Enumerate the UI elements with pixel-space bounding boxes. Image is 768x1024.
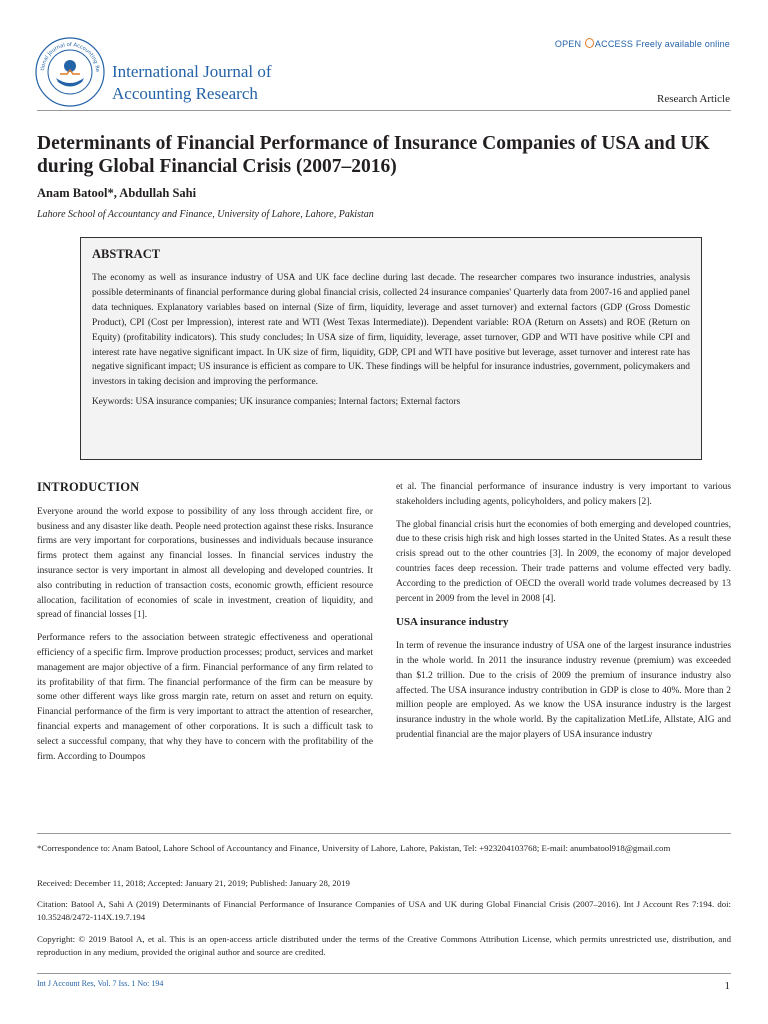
journal-reference: Int J Account Res, Vol. 7 Iss. 1 No: 194 — [37, 979, 164, 988]
oa-rest-text: ACCESS Freely available online — [594, 39, 730, 49]
header-divider — [37, 110, 731, 111]
abstract-heading: ABSTRACT — [92, 247, 161, 261]
right-paragraph-1: et al. The financial performance of insurance industry is very important to various stakeholders including agents, policyholders, and policy makers [2]. — [396, 482, 731, 507]
introduction-heading: INTRODUCTION — [37, 480, 140, 494]
open-access-lock-icon — [585, 38, 594, 48]
citation-note: Citation: Batool A, Sahi A (2019) Determinants of Financial Performance of Insurance Companies of USA and UK during Global Financial Crisis (2007–2016). Int J Account Res 7:194. doi: 10.35248/2472-114X.19.7.194 — [37, 899, 731, 923]
journal-title-line2: Accounting Research — [112, 84, 258, 103]
journal-title-line1: International Journal of — [112, 62, 272, 81]
usa-paragraph-1: In term of revenue the insurance industry of USA one of the largest insurance industries in the whole world. In 2011 the insurance industry revenue (premium) was exceeded than $1.2 trillion. Due to the crisis of 2009 the premium of insurance industry also affected. The USA insurance industry contribution in GDP is close to 40%. More than 2 million people are employed. As we know the USA insurance industry is the largest insurance industry in the whole world. By the capitalization MetLife, Allstate, AIG and prudential financial are the major players of USA insurance industry — [396, 641, 731, 740]
article-type: Research Article — [657, 93, 730, 105]
copyright-note: Copyright: © 2019 Batool A, et al. This is an open-access article distributed under the terms of the Creative Commons Attribution License, which permits unrestricted use, distribution, and reproduction in any medium, provided the original author and source are credited. — [37, 934, 731, 958]
intro-paragraph-2: Performance refers to the association between strategic effectiveness and operational efficiency of a specific firm. Improve production processes; product, services and market management are major objective of a firm. Financial performance of any firm related to its profitability of that firm. The financial performance of the firm can be measure by some other different ways like gross margin rate, return on asset and return on equity. Financial performance of the firm is very important to attract the attention of researcher, financial experts and management of other corporations. It is such a difficult task to select a successful company, that why they have to concern with the profitability of the firm. According to Doumpos — [37, 633, 373, 762]
page-number: 1 — [724, 980, 730, 992]
affiliation: Lahore School of Accountancy and Finance, University of Lahore, Lahore, Pakistan — [37, 209, 374, 220]
footnote-divider — [37, 833, 731, 834]
usa-insurance-heading: USA insurance industry — [396, 616, 509, 629]
logo-ring-text: tional Journal of Accounting Re — [40, 41, 101, 73]
correspondence-note[interactable]: *Correspondence to: Anam Batool, Lahore School of Accountancy and Finance, University of Lahore, Lahore, Pakistan, Tel: +923204103768; E-mail: anumbatool918@gmail.com — [37, 843, 671, 853]
page-footer-divider — [37, 973, 731, 974]
open-access-label[interactable] — [555, 38, 730, 49]
left-column — [37, 480, 373, 772]
author-list: Anam Batool*, Abdullah Sahi — [37, 186, 197, 200]
abstract-text: The economy as well as insurance industry of USA and UK face decline during last decade. The researcher compares two insurance industries, analysis possible determinants of financial performance during global financial crisis, collected 24 insurance companies' Quarterly data from 2007-16 and applied panel data techniques. Explanatory variables based on internal (Size of firm, liquidity, leverage and asset turnover) and external factors (GDP (Gross Domestic Product), CPI (Cost per Impression), interest rate and WTI (West Texas Intermediate)). Dependent variable: ROA (Return on Assets) and ROE (Return on Equity) (profitability indicators). This study concludes; In USA size of firm, liquidity, leverage, asset turnover, GDP and WTI have positive while CPI and interest rate have negative significant impact. In UK size of firm, liquidity, GDP, CPI and WTI have positive but leverage, asset turnover and interest rate has negative significant impact; US insurance is efficient as compare to UK. These findings will be helpful for insurance industries, government, policymakers and investors in taking decision and improving the performance. — [92, 273, 690, 388]
intro-paragraph-1: Everyone around the world expose to possibility of any loss through accident fire, or business and any disaster like death. People need protection against these risks. Insurance firms are very important for corporations, businesses and individuals because insurance firms protect them against any financial losses. In financial services industry the insurance sector is very important in almost all developing and developed countries. It also contributing in reduction of transaction costs, economic growth, efficient resource allocation, facilitation of economies of scale in investment, creation of liquidity, and spread of financial losses [1]. — [37, 506, 373, 621]
abstract-box — [80, 237, 702, 460]
article-title: Determinants of Financial Performance of Insurance Companies of USA and UK during Global Financial Crisis (2007–2016) — [37, 133, 710, 177]
publication-dates: Received: December 11, 2018; Accepted: January 21, 2019; Published: January 28, 2019 — [37, 878, 350, 888]
oa-open-text: OPEN — [554, 39, 582, 49]
journal-title[interactable] — [112, 61, 272, 105]
right-paragraph-2: The global financial crisis hurt the economies of both emerging and developed countries, due to these crisis high risk and high losses started in the United States. As a result these crisis spread out to the other countries [3]. In 2009, the economy of major developed countries faces deep recession. Their trade patterns and volume effected very badly. According to the prediction of OECD the overall world trade volumes decreased by 13 percent in 2009 from the level in 2008 [4]. — [396, 519, 731, 604]
journal-logo — [34, 36, 106, 108]
keywords: Keywords: USA insurance companies; UK insurance companies; Internal factors; External factors — [92, 397, 461, 408]
right-column — [396, 480, 731, 751]
